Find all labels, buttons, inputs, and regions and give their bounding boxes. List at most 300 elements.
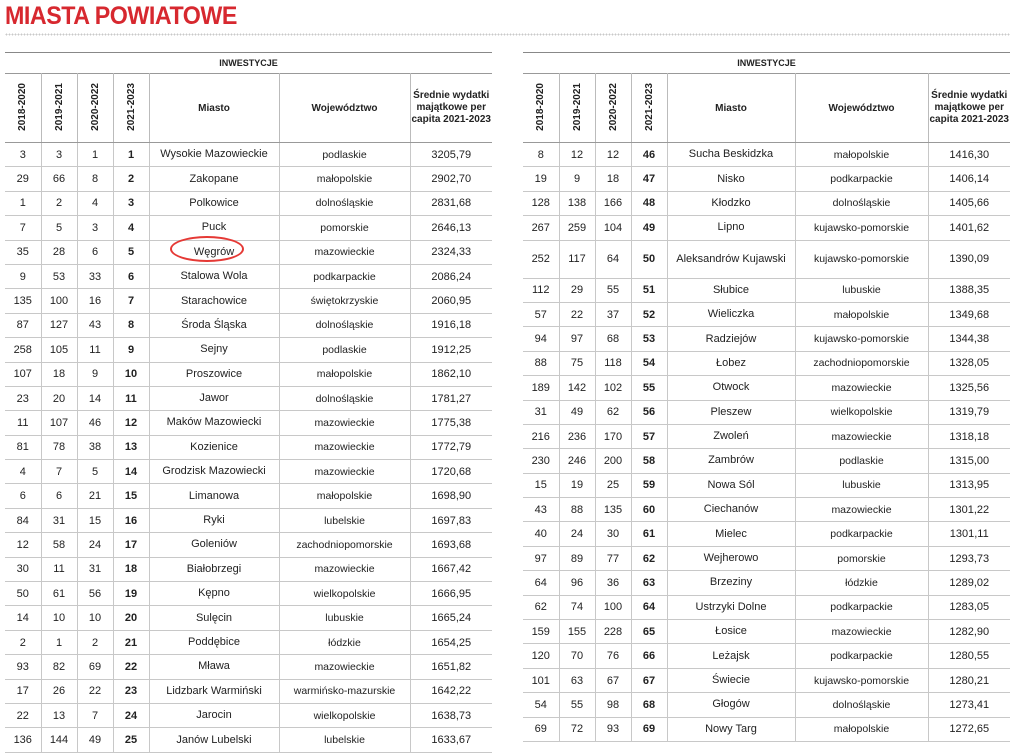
voivodeship: lubelskie <box>279 508 410 532</box>
spending-value: 1301,22 <box>928 498 1010 522</box>
rank-2020-2022: 49 <box>77 728 113 752</box>
rank-2019-2021: 26 <box>41 679 77 703</box>
rank-2019-2021: 19 <box>559 473 595 497</box>
table-row <box>5 386 492 410</box>
table-row <box>5 508 492 532</box>
spending-value: 1698,90 <box>410 484 492 508</box>
table-row <box>523 595 1010 619</box>
voivodeship: wielkopolskie <box>279 703 410 727</box>
rank-2020-2022: 102 <box>595 376 631 400</box>
rank-2019-2021: 236 <box>559 424 595 448</box>
city-name: Leżajsk <box>667 644 795 668</box>
voivodeship: podlaskie <box>279 338 410 362</box>
voivodeship: podkarpackie <box>795 644 928 668</box>
rank-2019-2021: 127 <box>41 313 77 337</box>
table-row <box>5 484 492 508</box>
rank-2018-2020: 14 <box>5 606 41 630</box>
rank-2019-2021: 66 <box>41 167 77 191</box>
rank-2018-2020: 11 <box>5 411 41 435</box>
table-row <box>523 644 1010 668</box>
rank-2018-2020: 30 <box>5 557 41 581</box>
rank-2020-2022: 166 <box>595 191 631 215</box>
rank-2021-2023: 15 <box>113 484 149 508</box>
rank-2021-2023: 66 <box>631 644 667 668</box>
rank-2019-2021: 88 <box>559 498 595 522</box>
rank-2021-2023: 11 <box>113 386 149 410</box>
rank-2019-2021: 74 <box>559 595 595 619</box>
rank-2020-2022: 69 <box>77 655 113 679</box>
rank-2019-2021: 138 <box>559 191 595 215</box>
rank-2018-2020: 29 <box>5 167 41 191</box>
rank-2020-2022: 22 <box>77 679 113 703</box>
table-row <box>523 668 1010 692</box>
right-ranking-panel <box>523 52 1010 742</box>
rank-2018-2020: 94 <box>523 327 559 351</box>
table-row <box>523 693 1010 717</box>
rank-2019-2021: 13 <box>41 703 77 727</box>
spending-value: 1781,27 <box>410 386 492 410</box>
rank-2021-2023: 48 <box>631 191 667 215</box>
rank-2020-2022: 43 <box>77 313 113 337</box>
column-header: 2021-2023 <box>631 74 667 143</box>
ranking-table-right <box>523 73 1010 742</box>
rank-2018-2020: 50 <box>5 582 41 606</box>
rank-2019-2021: 144 <box>41 728 77 752</box>
city-name: Goleniów <box>149 533 279 557</box>
spending-value: 2902,70 <box>410 167 492 191</box>
table-row <box>5 533 492 557</box>
rank-2018-2020: 62 <box>523 595 559 619</box>
rank-2018-2020: 267 <box>523 216 559 240</box>
rank-2020-2022: 5 <box>77 460 113 484</box>
spending-value: 3205,79 <box>410 143 492 167</box>
spending-value: 1405,66 <box>928 191 1010 215</box>
city-name: Ciechanów <box>667 498 795 522</box>
voivodeship: zachodniopomorskie <box>795 351 928 375</box>
section-header-label: INWESTYCJE <box>219 58 278 68</box>
voivodeship: mazowieckie <box>279 557 410 581</box>
table-row <box>523 216 1010 240</box>
table-row <box>5 435 492 459</box>
spending-value: 2324,33 <box>410 240 492 264</box>
rank-2020-2022: 38 <box>77 435 113 459</box>
spending-value: 1390,09 <box>928 240 1010 278</box>
city-name: Otwock <box>667 376 795 400</box>
table-row <box>523 327 1010 351</box>
table-row <box>523 191 1010 215</box>
city-name: Łosice <box>667 620 795 644</box>
section-header <box>5 52 492 73</box>
table-row <box>523 278 1010 302</box>
city-name: Polkowice <box>149 191 279 215</box>
spending-value: 1406,14 <box>928 167 1010 191</box>
spending-value: 1665,24 <box>410 606 492 630</box>
table-row <box>523 167 1010 191</box>
city-name: Środa Śląska <box>149 313 279 337</box>
column-header: 2021-2023 <box>113 74 149 143</box>
rank-2020-2022: 62 <box>595 400 631 424</box>
spending-value: 1916,18 <box>410 313 492 337</box>
rank-2018-2020: 22 <box>5 703 41 727</box>
table-row <box>523 424 1010 448</box>
rank-2018-2020: 69 <box>523 717 559 741</box>
rank-2018-2020: 120 <box>523 644 559 668</box>
rank-2021-2023: 3 <box>113 191 149 215</box>
rank-2019-2021: 31 <box>41 508 77 532</box>
table-row <box>523 546 1010 570</box>
city-name: Białobrzegi <box>149 557 279 581</box>
spending-value: 2060,95 <box>410 289 492 313</box>
rank-2020-2022: 21 <box>77 484 113 508</box>
column-header: Średnie wydatki majątkowe per capita 2021-2023 <box>410 74 492 143</box>
rank-2021-2023: 12 <box>113 411 149 435</box>
rank-2020-2022: 16 <box>77 289 113 313</box>
column-header: Miasto <box>149 74 279 143</box>
table-row <box>523 302 1010 326</box>
rank-2020-2022: 8 <box>77 167 113 191</box>
voivodeship: mazowieckie <box>279 411 410 435</box>
table-row <box>5 606 492 630</box>
city-name: Wejherowo <box>667 546 795 570</box>
voivodeship: małopolskie <box>279 484 410 508</box>
rank-2018-2020: 54 <box>523 693 559 717</box>
voivodeship: mazowieckie <box>795 498 928 522</box>
rank-2020-2022: 46 <box>77 411 113 435</box>
rank-2021-2023: 20 <box>113 606 149 630</box>
table-row <box>523 571 1010 595</box>
table-row <box>523 400 1010 424</box>
rank-2020-2022: 2 <box>77 630 113 654</box>
table-header-row <box>523 74 1010 143</box>
spending-value: 1667,42 <box>410 557 492 581</box>
spending-value: 1697,83 <box>410 508 492 532</box>
rank-2020-2022: 76 <box>595 644 631 668</box>
voivodeship: lubuskie <box>795 278 928 302</box>
rank-2021-2023: 2 <box>113 167 149 191</box>
spending-value: 1289,02 <box>928 571 1010 595</box>
rank-2020-2022: 31 <box>77 557 113 581</box>
rank-2021-2023: 47 <box>631 167 667 191</box>
spending-value: 1416,30 <box>928 143 1010 167</box>
rank-2021-2023: 60 <box>631 498 667 522</box>
city-name: Grodzisk Mazowiecki <box>149 460 279 484</box>
rank-2018-2020: 64 <box>523 571 559 595</box>
rank-2021-2023: 67 <box>631 668 667 692</box>
voivodeship: dolnośląskie <box>795 693 928 717</box>
city-name: Sejny <box>149 338 279 362</box>
voivodeship: kujawsko-pomorskie <box>795 327 928 351</box>
rank-2019-2021: 117 <box>559 240 595 278</box>
rank-2018-2020: 97 <box>523 546 559 570</box>
voivodeship: kujawsko-pomorskie <box>795 216 928 240</box>
rank-2021-2023: 55 <box>631 376 667 400</box>
column-header: 2018-2020 <box>5 74 41 143</box>
city-name: Ustrzyki Dolne <box>667 595 795 619</box>
city-name: Nisko <box>667 167 795 191</box>
rank-2021-2023: 54 <box>631 351 667 375</box>
rank-2018-2020: 19 <box>523 167 559 191</box>
rank-2019-2021: 70 <box>559 644 595 668</box>
rank-2020-2022: 67 <box>595 668 631 692</box>
spending-value: 1283,05 <box>928 595 1010 619</box>
left-ranking-panel <box>5 52 492 753</box>
rank-2019-2021: 63 <box>559 668 595 692</box>
voivodeship: podkarpackie <box>795 595 928 619</box>
voivodeship: wielkopolskie <box>279 582 410 606</box>
rank-2018-2020: 135 <box>5 289 41 313</box>
column-header: 2018-2020 <box>523 74 559 143</box>
voivodeship: wielkopolskie <box>795 400 928 424</box>
city-name: Łobez <box>667 351 795 375</box>
spending-value: 1301,11 <box>928 522 1010 546</box>
city-name: Aleksandrów Kujawski <box>667 240 795 278</box>
rank-2021-2023: 63 <box>631 571 667 595</box>
voivodeship: łódzkie <box>279 630 410 654</box>
ranking-table-left <box>5 73 492 753</box>
rank-2020-2022: 64 <box>595 240 631 278</box>
rank-2019-2021: 107 <box>41 411 77 435</box>
rank-2020-2022: 68 <box>595 327 631 351</box>
column-header: 2019-2021 <box>41 74 77 143</box>
rank-2021-2023: 21 <box>113 630 149 654</box>
spending-value: 1772,79 <box>410 435 492 459</box>
voivodeship: małopolskie <box>279 167 410 191</box>
spending-value: 1349,68 <box>928 302 1010 326</box>
rank-2020-2022: 135 <box>595 498 631 522</box>
city-name: Janów Lubelski <box>149 728 279 752</box>
rank-2018-2020: 128 <box>523 191 559 215</box>
voivodeship: lubuskie <box>279 606 410 630</box>
rank-2021-2023: 62 <box>631 546 667 570</box>
rank-2019-2021: 259 <box>559 216 595 240</box>
voivodeship: mazowieckie <box>795 424 928 448</box>
city-name: Zambrów <box>667 449 795 473</box>
rank-2020-2022: 6 <box>77 240 113 264</box>
rank-2019-2021: 29 <box>559 278 595 302</box>
rank-2019-2021: 7 <box>41 460 77 484</box>
voivodeship: warmińsko-mazurskie <box>279 679 410 703</box>
rank-2021-2023: 6 <box>113 264 149 288</box>
voivodeship: mazowieckie <box>279 435 410 459</box>
rank-2018-2020: 3 <box>5 143 41 167</box>
rank-2021-2023: 13 <box>113 435 149 459</box>
voivodeship: małopolskie <box>795 143 928 167</box>
voivodeship: podlaskie <box>279 143 410 167</box>
rank-2019-2021: 96 <box>559 571 595 595</box>
rank-2021-2023: 5 <box>113 240 149 264</box>
city-name: Słubice <box>667 278 795 302</box>
rank-2020-2022: 10 <box>77 606 113 630</box>
rank-2019-2021: 3 <box>41 143 77 167</box>
voivodeship: kujawsko-pomorskie <box>795 240 928 278</box>
city-name: Sucha Beskidzka <box>667 143 795 167</box>
rank-2020-2022: 170 <box>595 424 631 448</box>
voivodeship: zachodniopomorskie <box>279 533 410 557</box>
city-name: Starachowice <box>149 289 279 313</box>
city-name: Ryki <box>149 508 279 532</box>
rank-2019-2021: 142 <box>559 376 595 400</box>
voivodeship: podlaskie <box>795 449 928 473</box>
table-row <box>523 351 1010 375</box>
table-row <box>5 411 492 435</box>
spending-value: 1720,68 <box>410 460 492 484</box>
rank-2019-2021: 20 <box>41 386 77 410</box>
spending-value: 1638,73 <box>410 703 492 727</box>
table-row <box>5 264 492 288</box>
voivodeship: mazowieckie <box>795 376 928 400</box>
rank-2018-2020: 57 <box>523 302 559 326</box>
city-name: Poddębice <box>149 630 279 654</box>
voivodeship: świętokrzyskie <box>279 289 410 313</box>
city-name: Zakopane <box>149 167 279 191</box>
city-name: Lipno <box>667 216 795 240</box>
rank-2021-2023: 7 <box>113 289 149 313</box>
city-name: Nowy Targ <box>667 717 795 741</box>
city-name: Kozienice <box>149 435 279 459</box>
city-name: Limanowa <box>149 484 279 508</box>
rank-2019-2021: 2 <box>41 191 77 215</box>
voivodeship: mazowieckie <box>795 620 928 644</box>
column-header: Miasto <box>667 74 795 143</box>
table-body <box>523 143 1010 742</box>
voivodeship: dolnośląskie <box>279 313 410 337</box>
table-row <box>5 289 492 313</box>
column-header: 2020-2022 <box>595 74 631 143</box>
spending-value: 1293,73 <box>928 546 1010 570</box>
rank-2020-2022: 104 <box>595 216 631 240</box>
rank-2018-2020: 9 <box>5 264 41 288</box>
rank-2020-2022: 24 <box>77 533 113 557</box>
rank-2020-2022: 11 <box>77 338 113 362</box>
rank-2018-2020: 2 <box>5 630 41 654</box>
rank-2018-2020: 8 <box>523 143 559 167</box>
spending-value: 2646,13 <box>410 216 492 240</box>
rank-2018-2020: 12 <box>5 533 41 557</box>
rank-2021-2023: 65 <box>631 620 667 644</box>
voivodeship: pomorskie <box>279 216 410 240</box>
city-name: Sulęcin <box>149 606 279 630</box>
rank-2018-2020: 252 <box>523 240 559 278</box>
rank-2018-2020: 84 <box>5 508 41 532</box>
table-row <box>5 216 492 240</box>
rank-2021-2023: 52 <box>631 302 667 326</box>
table-row <box>5 630 492 654</box>
rank-2018-2020: 23 <box>5 386 41 410</box>
city-name: Brzeziny <box>667 571 795 595</box>
table-row <box>5 557 492 581</box>
voivodeship: małopolskie <box>795 302 928 326</box>
rank-2019-2021: 58 <box>41 533 77 557</box>
city-name: Zwoleń <box>667 424 795 448</box>
rank-2019-2021: 9 <box>559 167 595 191</box>
rank-2021-2023: 16 <box>113 508 149 532</box>
rank-2019-2021: 18 <box>41 362 77 386</box>
voivodeship: lubelskie <box>279 728 410 752</box>
rank-2020-2022: 36 <box>595 571 631 595</box>
rank-2021-2023: 19 <box>113 582 149 606</box>
table-row <box>5 191 492 215</box>
rank-2018-2020: 43 <box>523 498 559 522</box>
rank-2018-2020: 17 <box>5 679 41 703</box>
city-name: Wysokie Mazowieckie <box>149 143 279 167</box>
rank-2021-2023: 69 <box>631 717 667 741</box>
spending-value: 1280,55 <box>928 644 1010 668</box>
rank-2018-2020: 159 <box>523 620 559 644</box>
rank-2019-2021: 89 <box>559 546 595 570</box>
rank-2020-2022: 30 <box>595 522 631 546</box>
rank-2019-2021: 11 <box>41 557 77 581</box>
rank-2020-2022: 9 <box>77 362 113 386</box>
rank-2021-2023: 8 <box>113 313 149 337</box>
city-name: Stalowa Wola <box>149 264 279 288</box>
rank-2021-2023: 23 <box>113 679 149 703</box>
city-name: Wieliczka <box>667 302 795 326</box>
rank-2018-2020: 258 <box>5 338 41 362</box>
table-row <box>523 717 1010 741</box>
table-row <box>5 655 492 679</box>
rank-2020-2022: 55 <box>595 278 631 302</box>
rank-2018-2020: 107 <box>5 362 41 386</box>
rank-2021-2023: 1 <box>113 143 149 167</box>
rank-2019-2021: 100 <box>41 289 77 313</box>
rank-2020-2022: 3 <box>77 216 113 240</box>
city-name: Mielec <box>667 522 795 546</box>
rank-2021-2023: 17 <box>113 533 149 557</box>
rank-2021-2023: 14 <box>113 460 149 484</box>
voivodeship: pomorskie <box>795 546 928 570</box>
spending-value: 2831,68 <box>410 191 492 215</box>
rank-2019-2021: 78 <box>41 435 77 459</box>
city-name: Mława <box>149 655 279 679</box>
rank-2021-2023: 68 <box>631 693 667 717</box>
voivodeship: małopolskie <box>279 362 410 386</box>
rank-2020-2022: 98 <box>595 693 631 717</box>
rank-2020-2022: 12 <box>595 143 631 167</box>
dotted-rule <box>5 33 1010 36</box>
rank-2018-2020: 189 <box>523 376 559 400</box>
table-row <box>523 522 1010 546</box>
city-name: Kłodzko <box>667 191 795 215</box>
voivodeship: dolnośląskie <box>279 191 410 215</box>
spending-value: 1633,67 <box>410 728 492 752</box>
table-row <box>5 143 492 167</box>
city-name: Pleszew <box>667 400 795 424</box>
section-header-label: INWESTYCJE <box>737 58 796 68</box>
table-row <box>5 167 492 191</box>
rank-2021-2023: 59 <box>631 473 667 497</box>
rank-2018-2020: 1 <box>5 191 41 215</box>
rank-2021-2023: 9 <box>113 338 149 362</box>
rank-2020-2022: 25 <box>595 473 631 497</box>
table-row <box>5 703 492 727</box>
city-name: Głogów <box>667 693 795 717</box>
spending-value: 1282,90 <box>928 620 1010 644</box>
rank-2021-2023: 22 <box>113 655 149 679</box>
voivodeship: dolnośląskie <box>795 191 928 215</box>
table-row <box>5 728 492 752</box>
spending-value: 1273,41 <box>928 693 1010 717</box>
rank-2020-2022: 37 <box>595 302 631 326</box>
rank-2021-2023: 57 <box>631 424 667 448</box>
voivodeship: mazowieckie <box>279 240 410 264</box>
rank-2018-2020: 87 <box>5 313 41 337</box>
rank-2021-2023: 25 <box>113 728 149 752</box>
voivodeship: małopolskie <box>795 717 928 741</box>
rank-2020-2022: 228 <box>595 620 631 644</box>
voivodeship: podkarpackie <box>795 167 928 191</box>
table-row <box>523 449 1010 473</box>
city-name: Kępno <box>149 582 279 606</box>
